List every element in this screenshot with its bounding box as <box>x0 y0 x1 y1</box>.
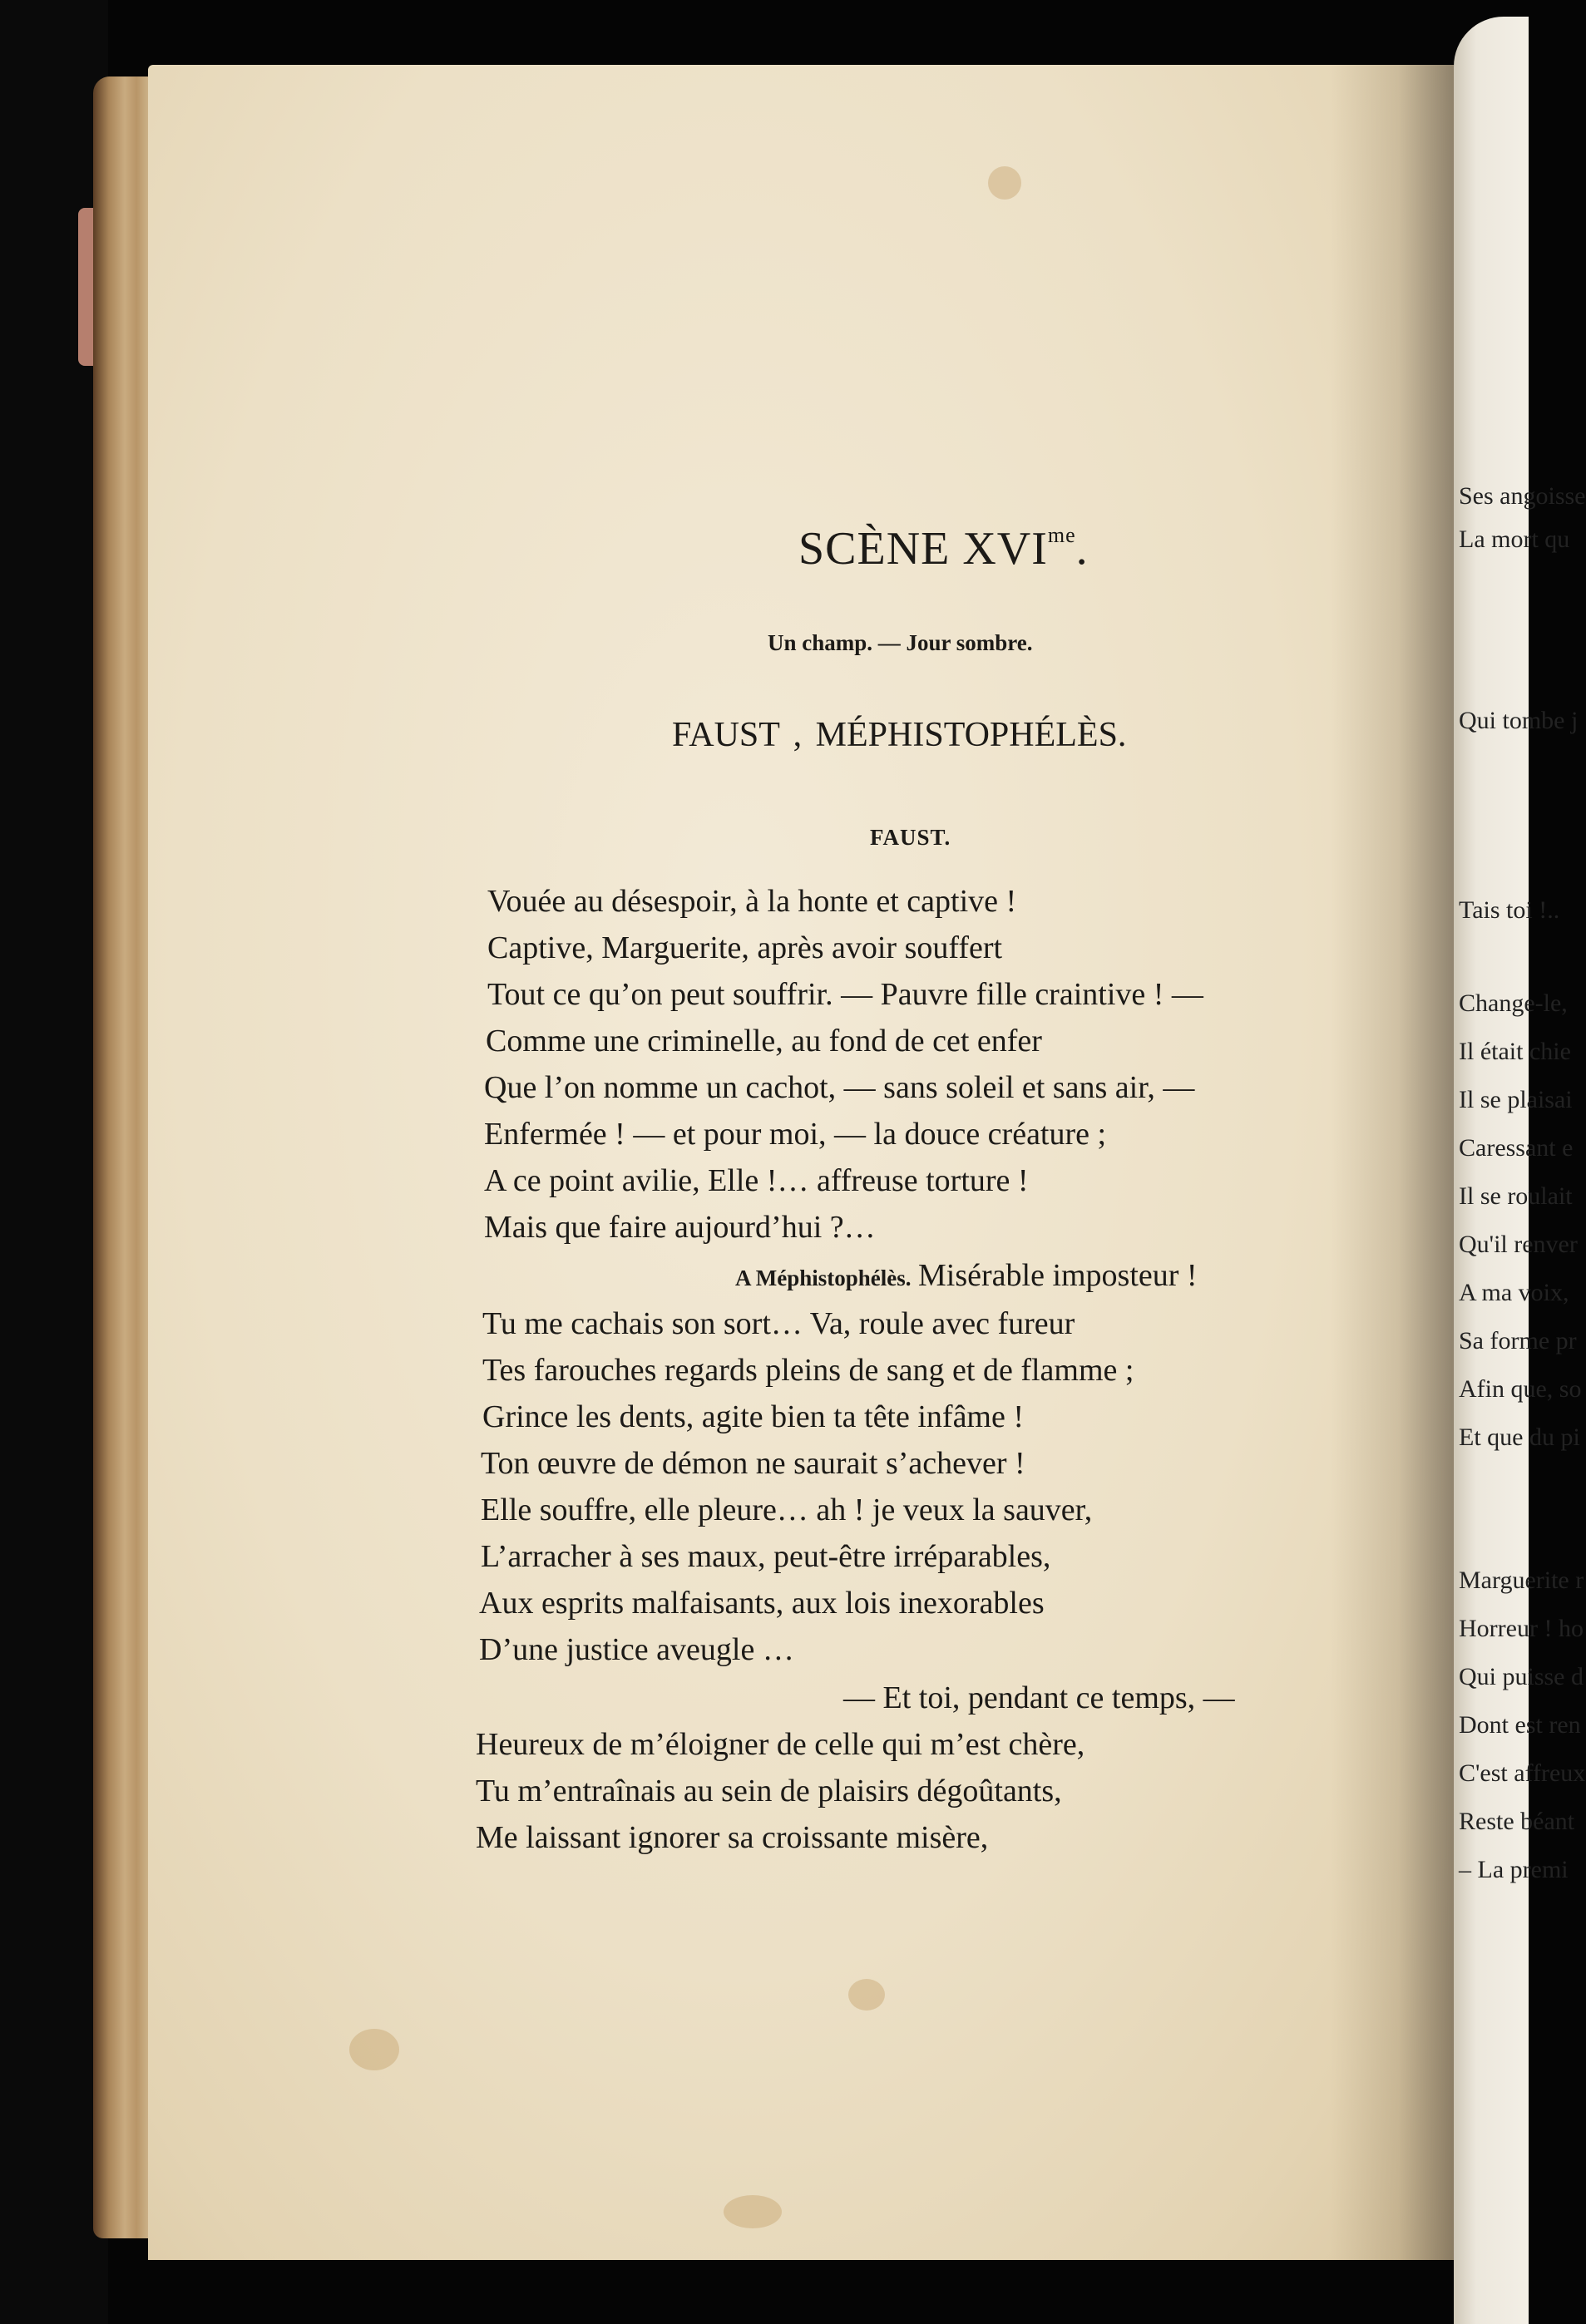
verse-line: Mais que faire aujourd’hui ?… <box>484 1210 876 1245</box>
facing-line: Qui puisse d <box>1459 1663 1584 1690</box>
verse-line: Tout ce qu’on peut souffrir. — Pauvre fille craintive ! — <box>487 977 1203 1012</box>
facing-line: Ses angoisse <box>1459 482 1586 510</box>
verse-line: Grince les dents, agite bien ta tête infâme ! <box>482 1399 1025 1434</box>
verse-line: Comme une criminelle, au fond de cet enfer <box>486 1024 1042 1058</box>
verse-line: Enfermée ! — et pour moi, — la douce créature ; <box>484 1117 1107 1152</box>
facing-line: A ma voix, <box>1459 1279 1569 1306</box>
verse-line: Que l’on nomme un cachot, — sans soleil et sans air, — <box>484 1070 1195 1105</box>
facing-line: Qu'il renver <box>1459 1231 1578 1258</box>
facing-line: Caressant e <box>1459 1134 1574 1162</box>
facing-line: Qui tombe j <box>1459 707 1579 734</box>
verse-line-indented: — Et toi, pendant ce temps, — <box>843 1680 1235 1715</box>
facing-line: Change-le, <box>1459 989 1568 1017</box>
facing-line: La mort qu <box>1459 525 1570 553</box>
scene-title: SCÈNE $XVI^{me}$. <box>798 523 1089 575</box>
facing-line: Reste béant <box>1459 1808 1575 1835</box>
verse-line: A ce point avilie, Elle !… affreuse torture ! <box>484 1163 1029 1198</box>
verse-line: Me laissant ignorer sa croissante misère, <box>476 1820 989 1855</box>
verse-line: Misérable imposteur ! <box>918 1258 1198 1293</box>
verse-line: Aux esprits malfaisants, aux lois inexorables <box>479 1586 1045 1621</box>
facing-line: C'est affreux <box>1459 1759 1586 1787</box>
facing-line: Il était chie <box>1459 1038 1571 1065</box>
foxing-spot <box>349 2029 399 2070</box>
facing-line: Afin que, so <box>1459 1375 1582 1403</box>
stage-direction: A Méphistophélès. <box>735 1266 912 1290</box>
facing-line: Dont est ren <box>1459 1711 1581 1739</box>
scene-setting: Un champ. — Jour sombre. <box>768 630 1033 655</box>
facing-line: Marguerite r <box>1459 1567 1584 1594</box>
facing-page <box>1454 17 1586 2324</box>
facing-line: Il se roulait <box>1459 1182 1573 1210</box>
page-gutter-shadow <box>1331 65 1454 2260</box>
facing-line: Et que du pi <box>1459 1424 1580 1451</box>
verse-line: Captive, Marguerite, après avoir souffert <box>487 930 1003 965</box>
facing-line: Horreur ! ho <box>1459 1615 1584 1642</box>
verse-line: Tu m’entraînais au sein de plaisirs dégoûtants, <box>476 1774 1062 1808</box>
facing-line: Tais toi !.. <box>1459 896 1560 924</box>
verse-line: Tu me cachais son sort… Va, roule avec fureur <box>482 1306 1075 1341</box>
verse-line: D’une justice aveugle … <box>479 1632 794 1667</box>
scene-characters: FAUST , MÉPHISTOPHÉLÈS. <box>672 716 1127 754</box>
facing-line: Il se plaisai <box>1459 1086 1573 1113</box>
facing-line: – La premi <box>1459 1856 1569 1883</box>
verse-line: Heureux de m’éloigner de celle qui m’est chère, <box>476 1727 1085 1762</box>
speaker-name: FAUST. <box>870 825 951 850</box>
foxing-spot <box>724 2195 782 2228</box>
verse-line: Vouée au désespoir, à la honte et captive ! <box>487 884 1017 919</box>
foxing-spot <box>848 1979 885 2011</box>
verse-line: L’arracher à ses maux, peut-être irréparables, <box>481 1539 1051 1574</box>
verse-line: Tes farouches regards pleins de sang et de flamme ; <box>482 1353 1134 1388</box>
verse-line: Ton œuvre de démon ne saurait s’achever ! <box>481 1446 1025 1481</box>
facing-line: Sa forme pr <box>1459 1327 1577 1354</box>
verse-line: Elle souffre, elle pleure… ah ! je veux la sauver, <box>481 1493 1093 1527</box>
foxing-spot <box>988 166 1021 200</box>
